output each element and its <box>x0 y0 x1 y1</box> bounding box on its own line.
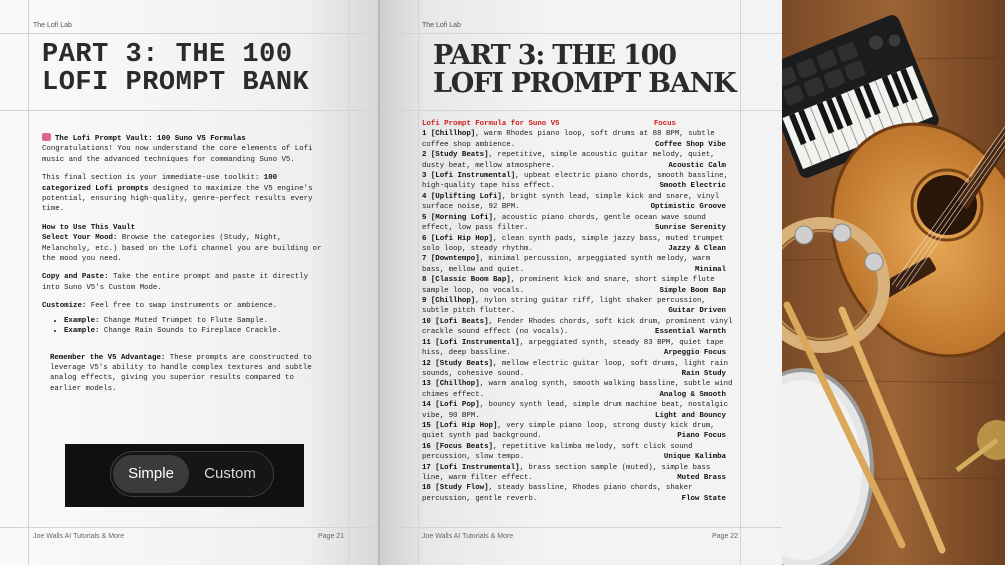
text-run-bold: Remember the V5 Advantage: <box>50 353 166 362</box>
prompt-text: , warm analog synth, smooth walking bassline, subtle wind chimes effect. <box>422 380 733 399</box>
prompt-text: , bright synth lead, simple kick and snare, vinyl surface noise, 92 BPM. <box>422 192 720 212</box>
prompt-text: , Fender Rhodes chords, soft kick drum, prominent vinyl crackle sound effect (no vocals). <box>422 317 733 337</box>
focus-cell: Acoustic Calm <box>668 161 726 170</box>
table-row <box>422 421 736 442</box>
prompt-genre-tag: 1 [Chillhop] <box>422 130 476 139</box>
text-run-bold: Customize: <box>42 302 87 311</box>
prompt-text: , warm Rhodes piano loop, soft drums at 88 BPM, subtle coffee shop ambience. <box>422 130 715 149</box>
guide-line <box>418 0 419 565</box>
focus-cell: Unique Kalimba <box>663 453 726 462</box>
prompt-genre-tag: 18 [Study Flow] <box>422 484 489 493</box>
guide-line <box>380 33 782 34</box>
mood-paragraph <box>42 233 326 264</box>
prompt-text: , nylon string guitar riff, light shaker percussion, subtle pitch flutter. <box>422 297 706 316</box>
copy-paragraph <box>42 272 326 293</box>
text-run: Change Rain Sounds to Fireplace Crackle. <box>99 327 282 336</box>
example-list <box>42 316 326 337</box>
text-run-bold: 100 categorized Lofi prompts <box>42 174 278 193</box>
focus-cell: Essential Warmth <box>655 328 726 337</box>
page-footer-left: Joe Walls AI Tutorials & More <box>422 533 514 540</box>
table-row <box>422 317 736 338</box>
text-run: Take the entire prompt and paste it directly into Suno V5's Custom Mode. <box>42 273 309 292</box>
prompt-genre-tag: 6 [Lofi Hip Hop] <box>422 234 493 243</box>
guide-line <box>380 527 782 528</box>
focus-cell: Minimal <box>694 265 726 274</box>
focus-cell: Rain Study <box>681 369 726 378</box>
customize-paragraph <box>42 301 326 311</box>
prompt-text: , mellow electric guitar loop, soft drums, light rain sounds, cohesive sound. <box>422 359 729 378</box>
prompt-genre-tag: 7 [Downtempo] <box>422 255 480 264</box>
prompt-text: , minimal percussion, arpeggiated synth melody, warm bass, mellow and quiet. <box>422 255 711 274</box>
prompt-genre-tag: 9 [Chillhop] <box>422 297 476 306</box>
prompt-genre-tag: 2 [Study Beats] <box>422 151 489 160</box>
prompt-table <box>422 119 736 504</box>
focus-cell: Smooth Electric <box>659 182 726 191</box>
focus-cell: Simple Boom Bap <box>659 286 726 295</box>
title-line: LOFI PROMPT BANK <box>433 67 736 99</box>
list-item <box>64 316 326 326</box>
table-row <box>422 192 736 213</box>
focus-cell: Jazzy & Clean <box>668 244 726 253</box>
table-row <box>422 400 736 421</box>
page-title <box>42 42 309 98</box>
prompt-text: , very simple piano loop, strong dusty kick drum, quiet synth pad background. <box>422 422 715 441</box>
table-row <box>422 442 736 463</box>
text-run: Change Muted Trumpet to Flute Sample. <box>99 316 269 325</box>
text-run-bold: Copy and Paste: <box>42 273 109 282</box>
focus-cell: Flow State <box>681 494 726 503</box>
focus-cell: Light and Bouncy <box>655 411 726 420</box>
text-run-bold: How to Use This Vault <box>42 223 136 232</box>
focus-cell: Coffee Shop Vibe <box>655 140 726 149</box>
prompt-text: , prominent kick and snare, short simple flute sample loop, no vocals. <box>422 276 715 295</box>
simple-mode-button[interactable]: Simple <box>113 455 189 493</box>
text-run-bold: Select Your Mood: <box>42 234 118 243</box>
text-run: designed to maximize the V5 engine's potential, ensuring high-quality, genre-perfect results every time. <box>42 184 313 214</box>
guide-line <box>0 110 378 111</box>
how-to-heading <box>42 223 326 233</box>
prompt-genre-tag: 14 [Lofi Pop] <box>422 401 480 410</box>
prompt-genre-tag: 5 [Morning Lofi] <box>422 213 493 222</box>
focus-cell: Analog & Smooth <box>659 390 726 399</box>
table-row <box>422 463 736 484</box>
page-title <box>433 42 735 98</box>
prompt-text: , steady bassline, Rhodes piano chords, shaker percussion, gentle reverb. <box>422 484 693 503</box>
text-run-bold: Example: <box>64 316 100 325</box>
table-row <box>422 379 736 400</box>
focus-cell: Sunrise Serenity <box>655 224 726 233</box>
guide-line <box>0 33 378 34</box>
table-row <box>422 129 736 150</box>
table-row <box>422 234 736 255</box>
focus-cell: Muted Brass <box>677 474 726 483</box>
prompt-text: , upbeat electric piano chords, smooth bassline, high-quality tape hiss effect. <box>422 172 729 191</box>
prompt-genre-tag: 12 [Study Beats] <box>422 359 493 368</box>
focus-cell: Guitar Driven <box>668 307 726 316</box>
column-header-formula: Lofi Prompt Formula for Suno V5 <box>422 120 560 128</box>
guide-line <box>348 0 349 565</box>
table-row <box>422 150 736 171</box>
custom-mode-button[interactable]: Custom <box>204 465 256 482</box>
text-run: Browse the categories (Study, Night, Melancholy, etc.) based on the Lofi channel you are building or the mood you need. <box>42 234 322 264</box>
table-header <box>422 119 736 129</box>
column-header-focus: Focus <box>653 120 676 128</box>
guide-line <box>380 110 782 111</box>
guide-line <box>28 0 29 565</box>
prompt-genre-tag: 15 [Lofi Hip Hop] <box>422 422 498 430</box>
text-run: This final section is your immediate-use toolkit: <box>42 174 264 183</box>
prompt-genre-tag: 10 [Lofi Beats] <box>422 317 489 326</box>
focus-cell: Arpeggio Focus <box>663 349 726 358</box>
prompt-genre-tag: 17 [Lofi Instrumental] <box>422 463 520 472</box>
prompt-text: , repetitive kalimba melody, soft click sound percussion, slow tempo. <box>422 442 693 462</box>
page-footer-left: Joe Walls AI Tutorials & More <box>33 533 125 540</box>
instruments-photo <box>782 0 1005 565</box>
title-line: PART 3: THE 100 <box>433 40 676 71</box>
text-run: These prompts are constructed to leverage V5's ability to handle complex textures and subtle analog effects, giving you superior results compared to earlier models. <box>50 353 312 393</box>
toolkit-paragraph <box>42 173 326 215</box>
intro-paragraph: Congratulations! You now understand the core elements of Lofi music and the advanced techniques for commanding Suno V5. <box>42 145 313 164</box>
left-body-text <box>42 133 326 394</box>
table-row <box>422 296 736 317</box>
prompt-genre-tag: 8 [Classic Boom Bap] <box>422 276 511 285</box>
prompt-text: , clean synth pads, simple jazzy bass, muted trumpet solo loop, steady rhythm. <box>422 234 724 253</box>
page-number: Page 21 <box>318 533 345 540</box>
page-number: Page 22 <box>712 533 739 540</box>
table-row <box>422 359 736 380</box>
table-row <box>422 275 736 296</box>
prompt-text: , acoustic piano chords, gentle ocean wave sound effect, low pass filter. <box>422 213 706 233</box>
table-row <box>422 483 736 504</box>
prompt-genre-tag: 16 [Focus Beats] <box>422 442 493 451</box>
title-line: PART 3: THE 100 <box>42 40 293 70</box>
running-head: The Lofi Lab <box>33 22 72 29</box>
prompt-genre-tag: 11 [Lofi Instrumental] <box>422 338 520 347</box>
list-item <box>64 326 326 336</box>
guide-line <box>0 527 378 528</box>
text-run-bold: Example: <box>64 327 100 336</box>
table-body <box>422 129 736 504</box>
vault-heading: The Lofi Prompt Vault: 100 Suno V5 Formulas <box>55 135 246 143</box>
title-line: LOFI PROMPT BANK <box>42 67 310 98</box>
text-run: Feel free to swap instruments or ambience. <box>86 302 278 311</box>
prompt-text: , brass section sample (muted), simple bass line, warm filter effect. <box>422 463 711 483</box>
table-row <box>422 171 736 192</box>
guide-line <box>740 0 741 565</box>
table-row <box>422 213 736 234</box>
running-head: The Lofi Lab <box>422 22 461 29</box>
table-row <box>422 338 736 359</box>
focus-cell: Optimistic Groove <box>650 203 726 212</box>
prompt-text: , bouncy synth lead, simple drum machine beat, nostalgic vibe, 90 BPM. <box>422 401 729 420</box>
prompt-genre-tag: 3 [Lofi Instrumental] <box>422 172 516 181</box>
remember-callout <box>50 353 326 395</box>
prompt-genre-tag: 4 [Uplifting Lofi] <box>422 192 502 201</box>
prompt-text: , arpeggiated synth, steady 83 BPM, quiet tape hiss, deep bassline. <box>422 338 724 358</box>
prompt-genre-tag: 13 [Chillhop] <box>422 380 480 389</box>
prompt-text: , repetitive, simple acoustic guitar melody, quiet, dusty beat, mellow atmosphere. <box>422 151 715 170</box>
heart-icon <box>42 133 51 141</box>
vault-heading-line <box>42 133 326 144</box>
table-row <box>422 254 736 275</box>
focus-cell: Piano Focus <box>677 432 726 441</box>
